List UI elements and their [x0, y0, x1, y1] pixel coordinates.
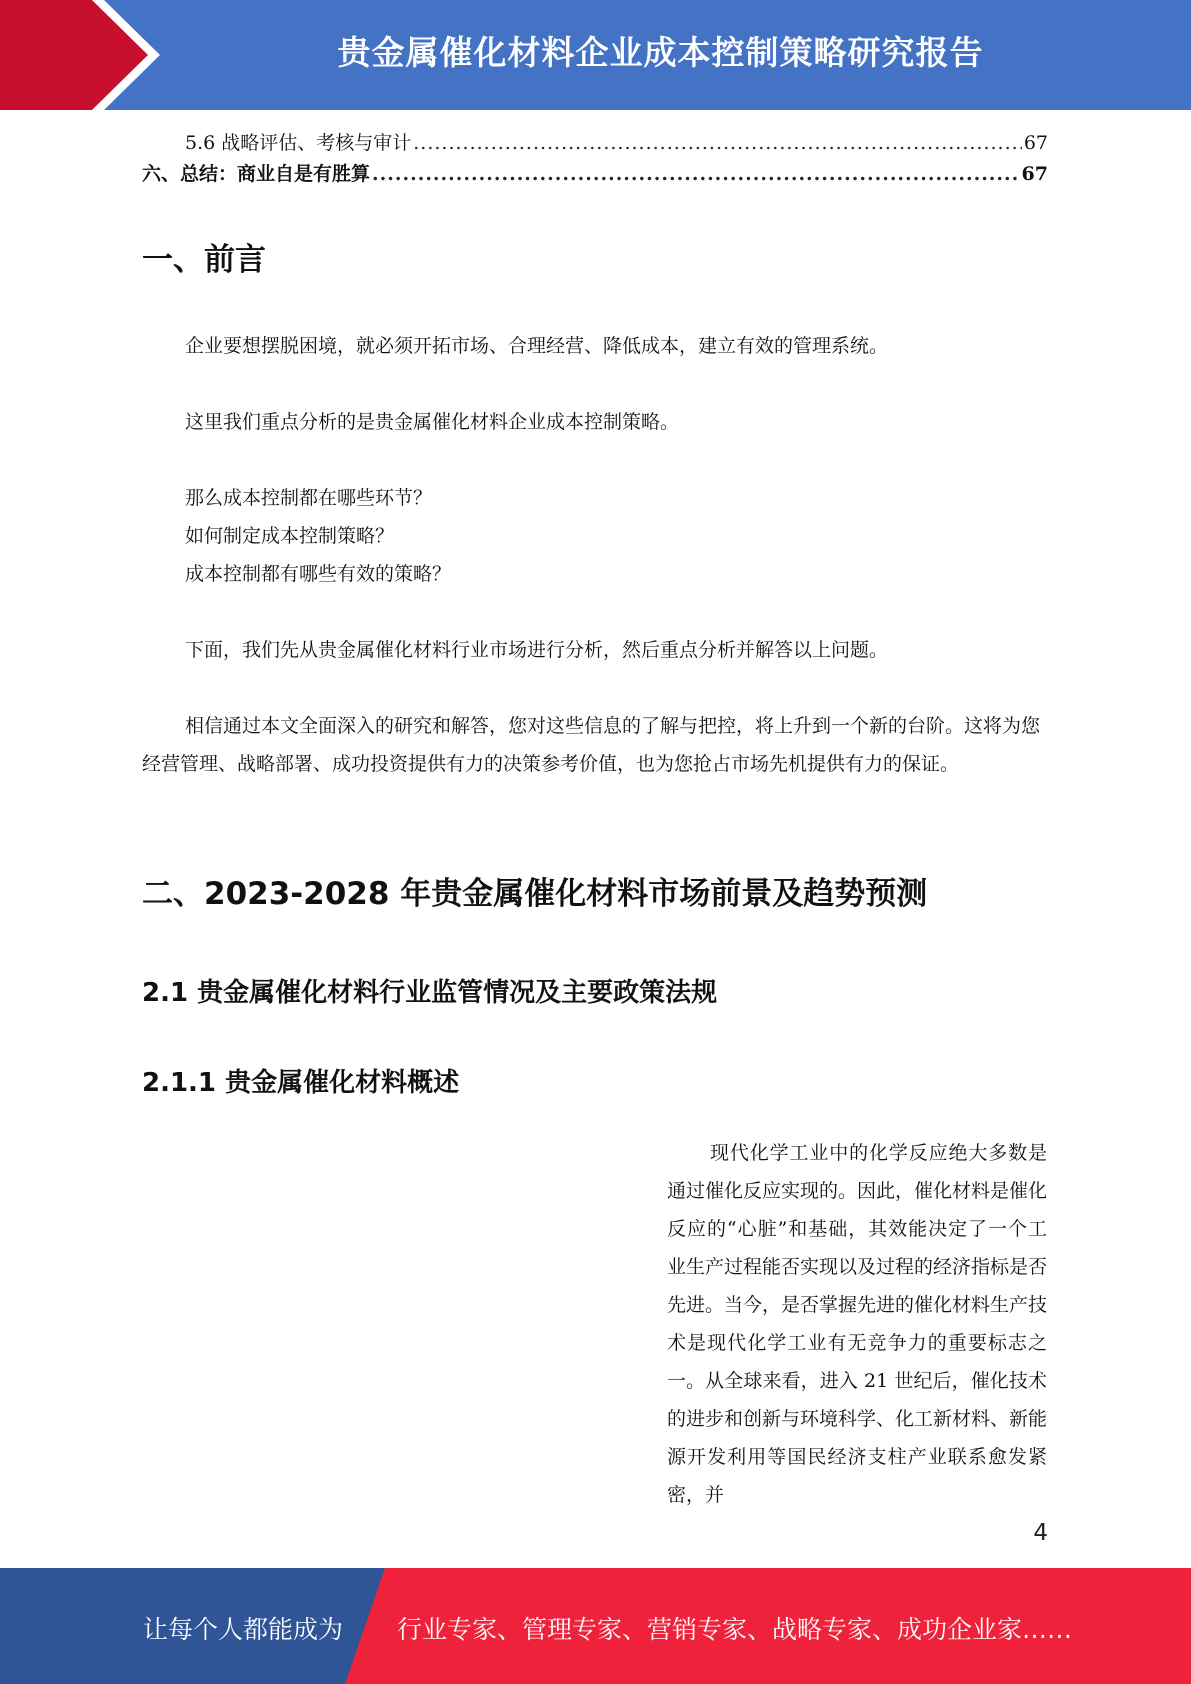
subsection-heading: 2.1 贵金属催化材料行业监管情况及主要政策法规	[142, 978, 718, 1008]
page-footer	[0, 1568, 1191, 1684]
page-number: 4	[1033, 1520, 1048, 1546]
toc-entry-label: 六、总结：商业自是有胜算	[142, 163, 371, 185]
body-paragraph: 企业要想摆脱困境，就必须开拓市场、合理经营、降低成本，建立有效的管理系统。	[185, 335, 889, 357]
subsection-heading: 2.1.1 贵金属催化材料概述	[142, 1068, 460, 1098]
report-title: 贵金属催化材料企业成本控制策略研究报告	[337, 33, 984, 72]
body-paragraph: 这里我们重点分析的是贵金属催化材料企业成本控制策略。	[185, 411, 680, 433]
toc-entry-page: 67	[1021, 163, 1048, 185]
section-heading: 一、前言	[142, 242, 266, 278]
question-line: 成本控制都有哪些有效的策略？	[185, 563, 452, 585]
toc-entry-label: 5.6 战略评估、考核与审计	[185, 132, 412, 154]
question-line: 如何制定成本控制策略？	[185, 525, 395, 547]
footer-slogan-left: 让每个人都能成为	[143, 1615, 344, 1644]
body-paragraph-right-column: 现代化学工业中的化学反应绝大多数是通过催化反应实现的。因此，催化材料是催化反应的“心脏”和基础，其效能决定了一个工业生产过程能否实现以及过程的经济指标是否先进。当今，是否掌握先进的催化材料生产技术是现代化学工业有无竞争力的重要标志之一。从全球来看，进入 21 世纪后，催化技术的进步和创新与环境科学、化工新材料、新能源开发利用等国民经济支柱产业联系愈发紧密，并	[667, 1142, 1048, 1506]
toc-entry[interactable]	[142, 128, 1048, 160]
toc-entry-page: 67	[1023, 132, 1048, 154]
toc-entry[interactable]	[142, 159, 1048, 191]
toc-leader-dots	[372, 163, 1020, 185]
footer-slogan-right: 行业专家、管理专家、营销专家、战略专家、成功企业家……	[397, 1615, 1073, 1644]
body-paragraph: 下面，我们先从贵金属催化材料行业市场进行分析，然后重点分析并解答以上问题。	[185, 639, 889, 661]
question-line: 那么成本控制都在哪些环节？	[185, 487, 433, 509]
page-header	[0, 0, 1191, 110]
toc-leader-dots	[413, 132, 1022, 154]
body-paragraph: 相信通过本文全面深入的研究和解答，您对这些信息的了解与把控，将上升到一个新的台阶。这将为您经营管理、战略部署、成功投资提供有力的决策参考价值，也为您抢占市场先机提供有力的保证。	[142, 715, 1041, 775]
section-heading: 二、2023-2028 年贵金属催化材料市场前景及趋势预测	[142, 876, 928, 912]
